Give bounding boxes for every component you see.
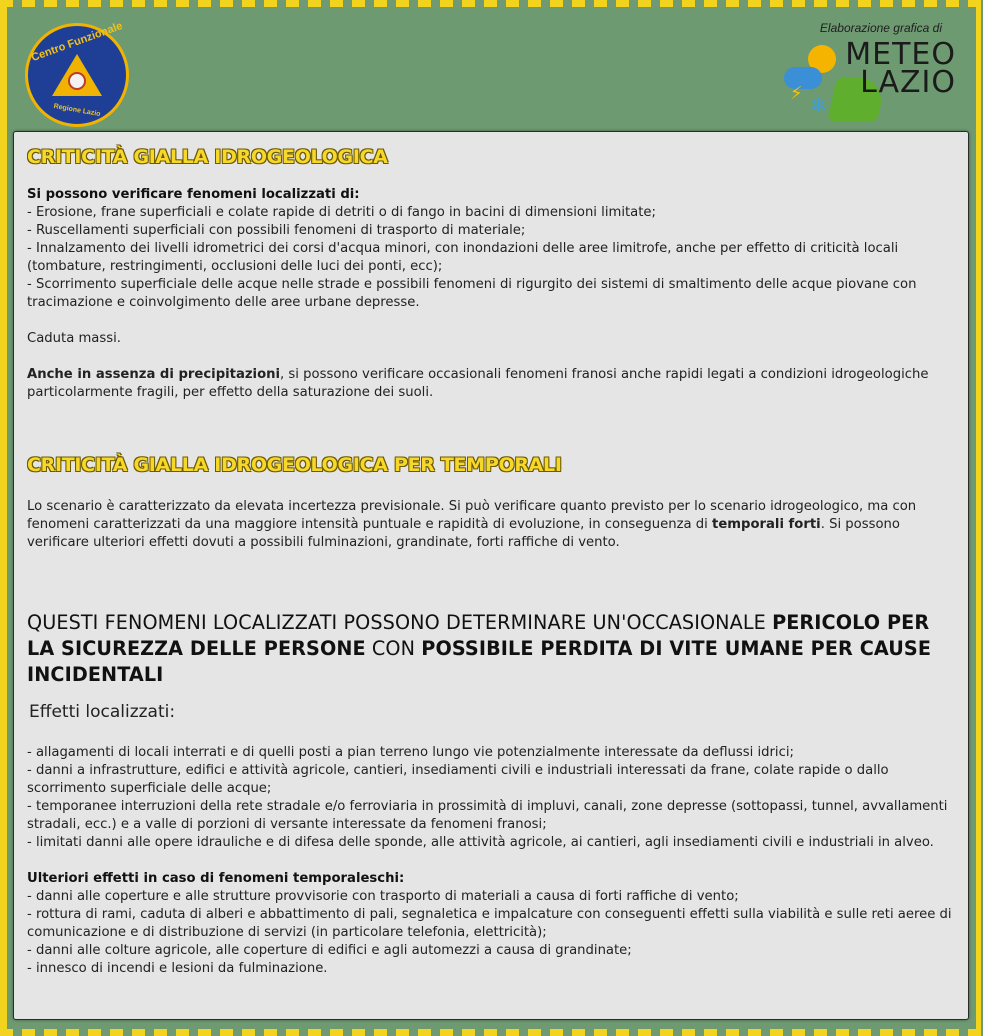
section2-text-bold: temporali forti xyxy=(712,517,821,532)
warning-part1: QUESTI FENOMENI LOCALIZZATI POSSONO DETERMINARE UN'OCCASIONALE xyxy=(27,611,773,634)
effetti-title: Effetti localizzati: xyxy=(29,702,176,722)
ulteriori-item: - rottura di rami, caduta di alberi e abbattimento di pali, segnaletica e impalcature con conseguenti effetti sulla viabilità e sulle reti aeree di comunicazione e di distribuzione di servizi (in particolare telefonia, elettricità); xyxy=(27,907,952,940)
warning-part2: PERICOLO PER LA SICUREZZA DELLE PERSONE xyxy=(27,611,930,660)
warning-part3: CON xyxy=(365,637,422,660)
caduta-massi: Caduta massi. xyxy=(27,331,121,346)
section1-title: CRITICITÀ GIALLA IDROGEOLOGICA xyxy=(27,146,388,168)
section1-item: - Scorrimento superficiale delle acque nelle strade e possibili fenomeni di rigurgito dei sistemi di smaltimento delle acque piovane con tracimazione e coinvolgimento delle aree urbane depresse. xyxy=(27,277,917,310)
header xyxy=(7,7,976,130)
assenza-precipitazioni xyxy=(27,366,957,402)
section1-item: - Ruscellamenti superficiali con possibili fenomeni di trasporto di materiale; xyxy=(27,223,526,238)
section1-item: - Innalzamento dei livelli idrometrici dei corsi d'acqua minori, con inondazioni delle aree limitrofe, anche per effetto di criticità locali (tombature, restringimenti, occlusioni delle luci dei ponti, ecc); xyxy=(27,241,899,274)
section2-text xyxy=(27,498,957,552)
logo-text-top: Centro Funzionale xyxy=(29,19,125,65)
ulteriori-item: - danni alle colture agricole, alle coperture di edifici e agli automezzi a causa di grandinate; xyxy=(27,943,632,958)
logo-word-meteo: METEO xyxy=(845,37,956,72)
effetti-item: - limitati danni alle opere idrauliche e di difesa delle sponde, alle attività agricole, ai cantieri, agli insediamenti civili e industriali in alveo. xyxy=(27,835,934,850)
ulteriori-title: Ulteriori effetti in caso di fenomeni temporaleschi: xyxy=(27,871,405,886)
assenza-bold: Anche in assenza di precipitazioni xyxy=(27,367,281,382)
content xyxy=(27,144,957,978)
ulteriori-item: - innesco di incendi e lesioni da fulminazione. xyxy=(27,961,328,976)
warning-text xyxy=(27,610,957,688)
section2-title: CRITICITÀ GIALLA IDROGEOLOGICA PER TEMPORALI xyxy=(27,454,562,476)
snowflake-icon: ❄ xyxy=(810,93,827,117)
section1-item: - Erosione, frane superficiali e colate rapide di detriti o di fango in bacini di dimensioni limitate; xyxy=(27,205,656,220)
effetti-item: - temporanee interruzioni della rete stradale e/o ferroviaria in prossimità di impluvi, canali, zone depresse (sottopassi, tunnel, avvallamenti stradali, ecc.) e a valle di porzioni di versante interessate da fenomeni franosi; xyxy=(27,799,948,832)
section1-intro: Si possono verificare fenomeni localizzati di: xyxy=(27,187,360,202)
centro-funzionale-logo xyxy=(25,19,129,127)
logo-word-lazio: LAZIO xyxy=(860,65,956,100)
credit-text: Elaborazione grafica di xyxy=(819,21,942,35)
section2-text-a: Lo scenario è caratterizzato da elevata incertezza previsionale. Si può verificare quanto previsto per lo scenario idrogeologico, ma con fenomeni caratterizzati da una maggiore intensità puntuale e rapidità di evoluzione, in conseguenza di xyxy=(27,499,917,532)
warning-part4: POSSIBILE PERDITA DI VITE UMANE PER CAUSE INCIDENTALI xyxy=(27,637,932,686)
meteo-lazio-logo xyxy=(772,37,962,129)
content-panel xyxy=(13,131,969,1020)
emblem-icon xyxy=(68,72,86,90)
lightning-icon: ⚡ xyxy=(790,83,803,104)
ulteriori-item: - danni alle coperture e alle strutture provvisorie con trasporto di materiali a causa di forti raffiche di vento; xyxy=(27,889,739,904)
logo-text-bottom: Regione Lazio xyxy=(53,102,101,119)
effetti-item: - allagamenti di locali interrati e di quelli posti a pian terreno lungo vie potenzialmente interessate da deflussi idrici; xyxy=(27,745,794,760)
assenza-rest: , si possono verificare occasionali fenomeni franosi anche rapidi legati a condizioni idrogeologiche particolarmente fragili, per effetto della saturazione dei suoli. xyxy=(27,367,929,400)
effetti-item: - danni a infrastrutture, edifici e attività agricole, cantieri, insediamenti civili e industriali interessati da frane, colate rapide o dallo scorrimento superficiale delle acque; xyxy=(27,763,889,796)
section2-text-b: . Si possono verificare ulteriori effetti dovuti a possibili fulminazioni, grandinate, forti raffiche di vento. xyxy=(27,517,900,550)
